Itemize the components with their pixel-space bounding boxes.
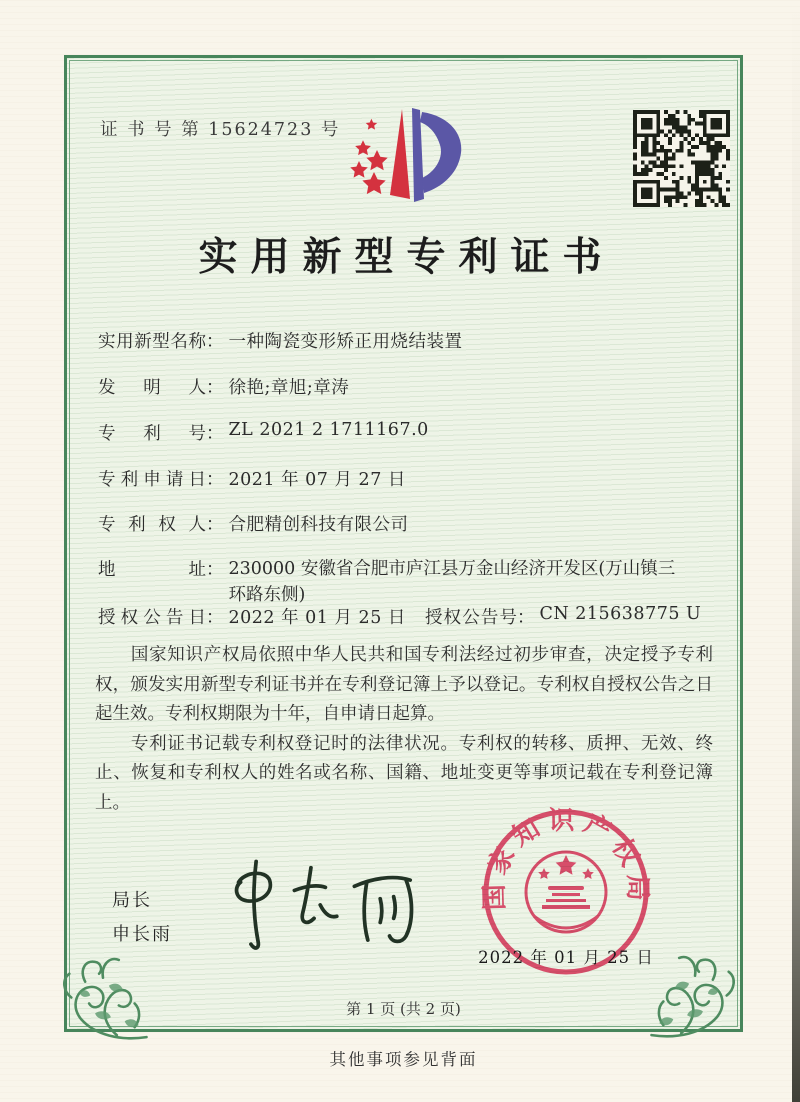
- field-value: 一种陶瓷变形矫正用烧结装置: [228, 332, 463, 352]
- back-side-note: 其他事项参见背面: [329, 1050, 478, 1069]
- scan-edge-shadow: [792, 0, 800, 1102]
- field-patent-number: [98, 420, 718, 445]
- field-label: 实用新型名称: [98, 332, 206, 352]
- officer-name-label: 申长雨: [112, 924, 172, 945]
- seal-date: 2022 年 01 月 25 日: [478, 948, 654, 967]
- address-line-2: 环路东侧): [228, 585, 306, 605]
- field-label: 专利号: [98, 424, 206, 444]
- legal-text-block: [95, 641, 713, 818]
- field-value: 合肥精创科技有限公司: [228, 515, 409, 535]
- page-number: 第 1 页 (共 2 页): [346, 1000, 461, 1018]
- field-colon: ：: [206, 560, 224, 580]
- field-grant-number: [425, 604, 701, 629]
- legal-paragraph-1: 国家知识产权局依照中华人民共和国专利法经过初步审查，决定授予专利权，颁发实用新型专利证书并在专利登记簿上予以登记。专利权自授权公告之日起生效。专利权期限为十年，自申请日起算。: [95, 645, 713, 724]
- field-address: [98, 556, 718, 608]
- field-filing-date: [98, 466, 718, 491]
- field-inventor: [98, 374, 718, 399]
- certificate-title: 实用新型专利证书: [198, 234, 615, 280]
- field-colon: ：: [206, 378, 224, 398]
- field-label: 授权公告日: [98, 608, 206, 628]
- field-label: 专利权人: [98, 515, 206, 535]
- field-label: 发明人: [98, 378, 206, 398]
- field-value: ZL 2021 2 1711167.0: [228, 420, 429, 440]
- field-value: CN 215638775 U: [539, 604, 702, 624]
- field-colon: ：: [206, 424, 224, 444]
- cnipa-logo-icon: [336, 106, 474, 212]
- qr-code: [633, 110, 730, 207]
- officer-role-label: 局长: [112, 890, 152, 911]
- field-utility-model-name: [98, 328, 718, 353]
- field-colon: ：: [206, 332, 224, 352]
- shen-changyu-signature: [222, 856, 434, 958]
- seal-agency-text: 国家知识产权局: [479, 805, 653, 911]
- field-patentee: [98, 511, 718, 536]
- field-colon: ：: [206, 470, 224, 490]
- field-label: 授权公告号: [425, 608, 517, 628]
- field-value: 徐艳;章旭;章涛: [228, 378, 350, 398]
- address-line-1: 230000 安徽省合肥市庐江县万金山经济开发区(万山镇三: [228, 559, 676, 579]
- field-colon: ：: [206, 608, 224, 628]
- field-label: 地址: [98, 560, 206, 580]
- certificate-number: 证 书 号 第 15624723 号: [100, 120, 341, 140]
- field-value: [229, 556, 689, 608]
- field-grant-row: [98, 604, 718, 629]
- field-value: 2021 年 07 月 27 日: [228, 470, 406, 490]
- field-colon: ：: [517, 608, 535, 628]
- field-value: 2022 年 01 月 25 日: [228, 608, 406, 628]
- legal-paragraph-2: 专利证书记载专利权登记时的法律状况。专利权的转移、质押、无效、终止、恢复和专利权人的姓名或名称、国籍、地址变更等事项记载在专利登记簿上。: [95, 733, 713, 813]
- field-colon: ：: [206, 515, 224, 535]
- field-label: 专利申请日: [98, 470, 206, 490]
- national-emblem-icon: [526, 852, 606, 932]
